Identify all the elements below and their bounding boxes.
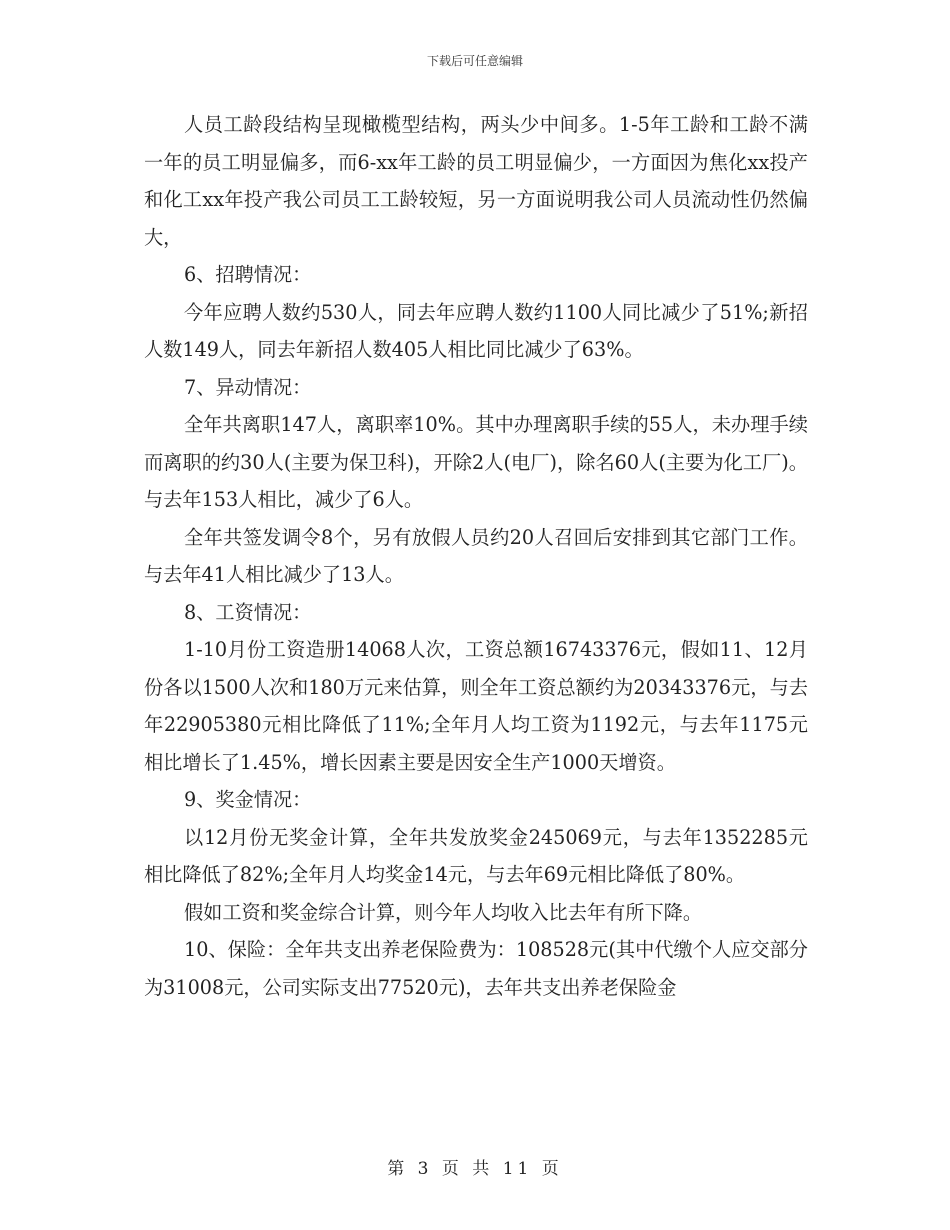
paragraph-bonus: 以12月份无奖金计算，全年共发放奖金245069元，与去年1352285元相比降低了82%;全年月人均奖金14元，与去年69元相比降低了80%。 — [144, 825, 808, 886]
page-header-note: 下载后可任意编辑 — [426, 54, 523, 68]
paragraph-transfers: 全年共签发调令8个，另有放假人员约20人召回后安排到其它部门工作。与去年41人相比减少了13人。 — [144, 525, 808, 586]
heading-recruitment: 6、招聘情况： — [184, 263, 312, 286]
paragraph-recruitment: 今年应聘人数约530人，同去年应聘人数约1100人同比减少了51%;新招人数149人，同去年新招人数405人相比同比减少了63%。 — [144, 300, 808, 361]
heading-turnover: 7、异动情况： — [184, 375, 312, 399]
document-body — [144, 106, 808, 1006]
paragraph-turnover: 全年共离职147人，离职率10%。其中办理离职手续的55人，未办理手续而离职的约30人(主要为保卫科)，开除2人(电厂)，除名60人(主要为化工厂)。与去年153人相比，减少了6人。 — [144, 413, 808, 511]
paragraph-seniority-structure: 人员工龄段结构呈现橄榄型结构，两头少中间多。1-5年工龄和工龄不满一年的员工明显偏多，而6-xx年工龄的员工明显偏少，一方面因为焦化xx投产和化工xx年投产我公司员工工龄较短，另一方面说明我公司人员流动性仍然偏大， — [144, 113, 808, 249]
heading-wages: 8、工资情况： — [184, 600, 312, 624]
paragraph-insurance: 10、保险：全年共支出养老保险费为：108528元(其中代缴个人应交部分为31008元，公司实际支出77520元)，去年共支出养老保险金 — [144, 938, 808, 999]
heading-bonus: 9、奖金情况： — [184, 788, 312, 811]
paragraph-income-summary: 假如工资和奖金综合计算，则今年人均收入比去年有所下降。 — [184, 900, 703, 924]
paragraph-wages: 1-10月份工资造册14068人次，工资总额16743376元，假如11、12月份各以1500人次和180万元来估算，则全年工资总额约为20343376元，与去年22905380元相比降低了11%;全年月人均工资为1192元，与去年1175元相比增长了1.45%，增长因素主要是因安全生产1000天增资。 — [144, 638, 808, 774]
page-number: 第 3 页 共 11 页 — [387, 1159, 563, 1179]
